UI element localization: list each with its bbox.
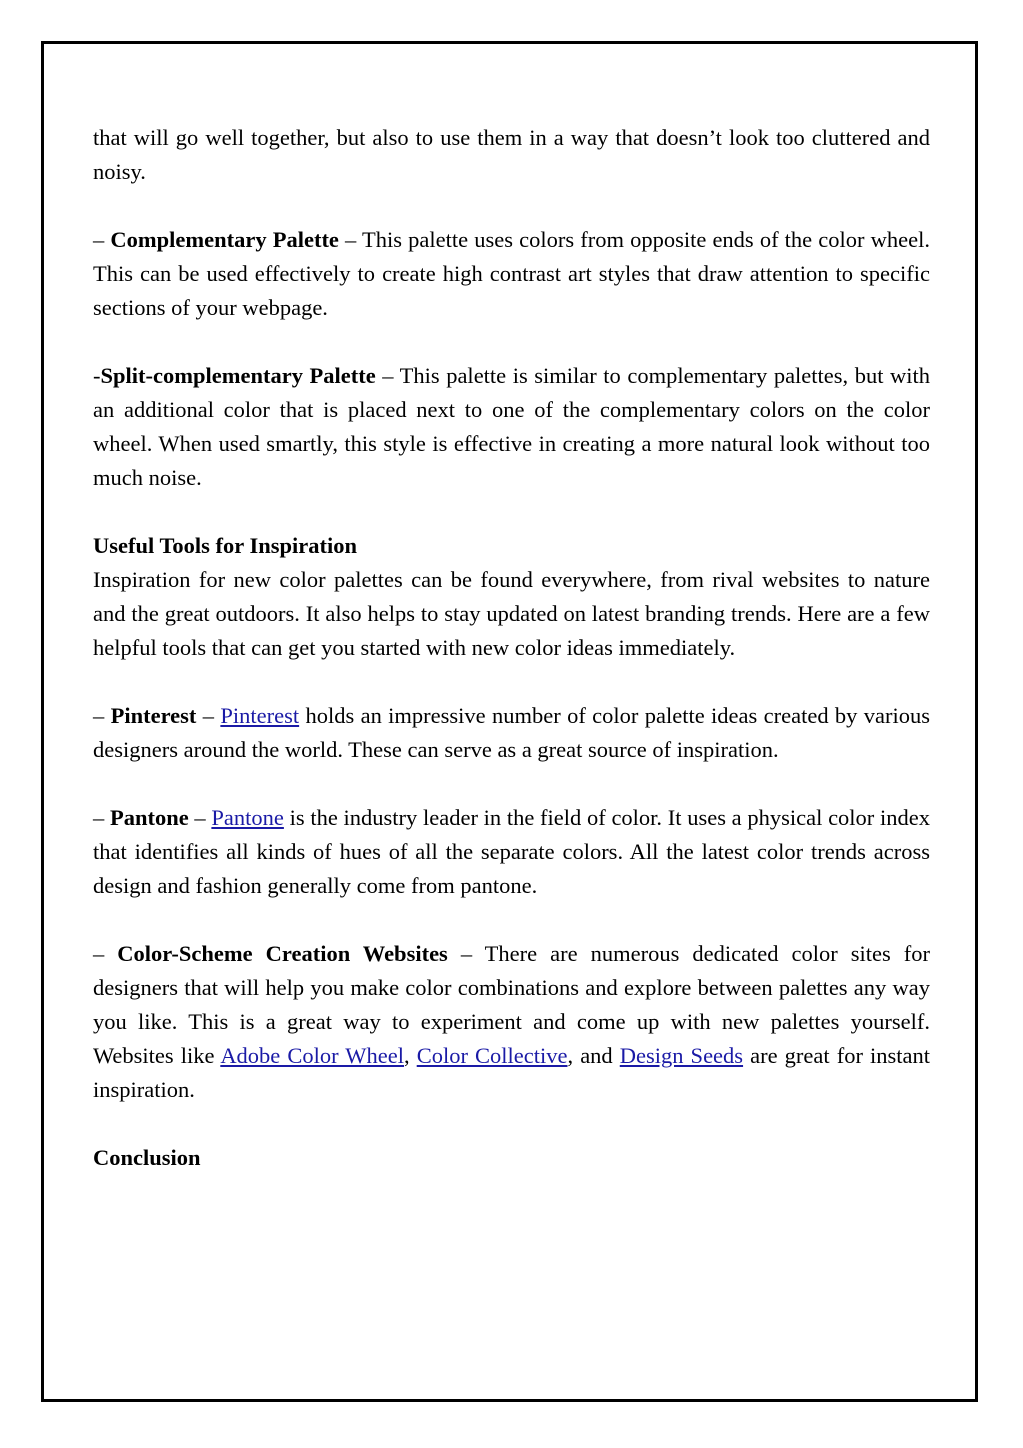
tools-paragraph xyxy=(93,563,930,665)
scheme-tail: are great for instant inspiration. xyxy=(93,1043,930,1102)
scheme-dash: – xyxy=(93,941,118,966)
split-complementary-paragraph xyxy=(93,359,930,495)
design-seeds-link[interactable]: Design Seeds xyxy=(619,1043,744,1068)
tools-text: Inspiration for new color palettes can be found everywhere, from rival websites to nature and the great outdoors. It also helps to stay updated on latest branding trends. Here are a few helpful tools that can get you started with new color ideas immediately. xyxy=(93,567,930,660)
pinterest-dash: – xyxy=(93,703,111,728)
pantone-term: Pantone xyxy=(109,805,189,830)
conclusion-heading: Conclusion xyxy=(93,1145,201,1170)
scheme-separator: – xyxy=(447,941,485,966)
document-body xyxy=(93,121,930,1175)
pinterest-text: holds an impressive number of color palette ideas created by various designers around the world. These can serve as a great source of inspiration. xyxy=(93,703,931,762)
complementary-paragraph xyxy=(93,223,930,325)
complementary-term: Complementary Palette xyxy=(110,227,339,252)
color-scheme-text: There are numerous dedicated color sites for designers that will help you make color combinations and explore between palettes any way you like. This is a great way to experiment and come up with new palettes yourself. Websites like xyxy=(93,941,931,1068)
adobe-color-wheel-link[interactable]: Adobe Color Wheel xyxy=(220,1043,404,1068)
pantone-paragraph xyxy=(93,801,930,903)
pinterest-paragraph xyxy=(93,699,930,767)
tools-heading: Useful Tools for Inspiration xyxy=(93,533,358,558)
split-dash: - xyxy=(93,363,101,388)
complementary-text: This palette uses colors from opposite ends of the color wheel. This can be used effectively to create high contrast art styles that draw attention to specific sections of your webpage. xyxy=(93,227,930,320)
color-scheme-term: Color-Scheme Creation Websites xyxy=(117,941,448,966)
split-complementary-text: This palette is similar to complementary palettes, but with an additional color that is placed next to one of the complementary colors on the color wheel. When used smartly, this style is effective in creating a more natural look without too much noise. xyxy=(93,363,931,490)
pantone-dash: – xyxy=(93,805,110,830)
intro-text: that will go well together, but also to use them in a way that doesn’t look too cluttered and noisy. xyxy=(93,125,930,184)
scheme-and: , and xyxy=(567,1043,620,1068)
split-separator: – xyxy=(375,363,400,388)
pinterest-link[interactable]: Pinterest xyxy=(220,703,300,728)
intro-paragraph xyxy=(93,121,930,189)
complementary-dash: – xyxy=(93,227,111,252)
complementary-separator: – xyxy=(338,227,363,252)
pantone-text: is the industry leader in the field of color. It uses a physical color index that identifies all kinds of hues of all the separate colors. All the latest color trends across design and fashion generally come from pantone. xyxy=(93,805,930,898)
pinterest-term: Pinterest xyxy=(110,703,197,728)
color-scheme-paragraph xyxy=(93,937,930,1107)
pantone-separator: – xyxy=(188,805,212,830)
split-complementary-term: Split-complementary Palette xyxy=(100,363,376,388)
scheme-comma: , xyxy=(404,1043,417,1068)
pinterest-separator: – xyxy=(196,703,221,728)
color-collective-link[interactable]: Color Collective xyxy=(416,1043,568,1068)
pantone-link[interactable]: Pantone xyxy=(211,805,284,830)
